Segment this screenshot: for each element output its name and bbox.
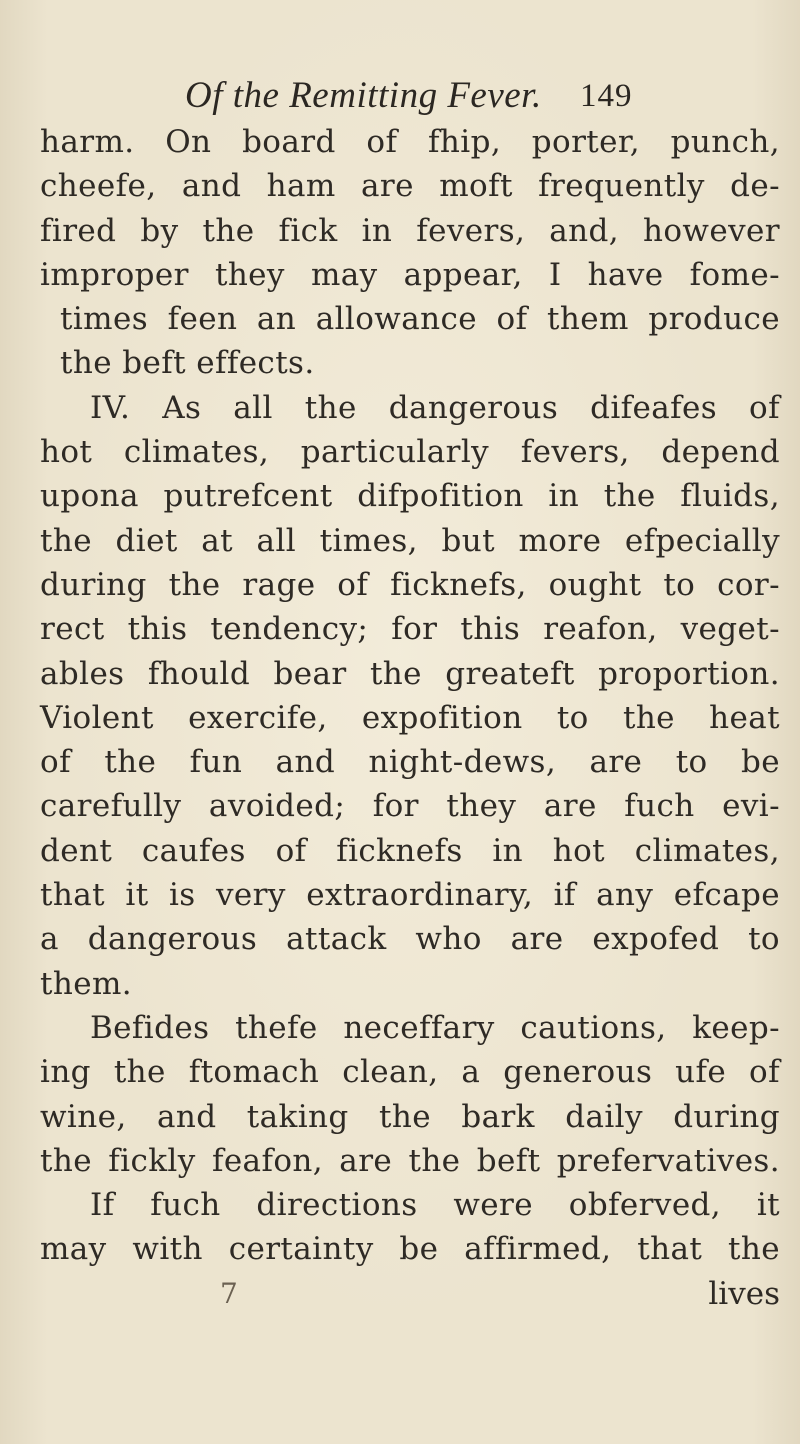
paragraph-start-line: If fuch directions were obferved, it [90, 1187, 780, 1224]
text-line: ables fhould bear the greateft proportion. [40, 655, 780, 692]
body-text [40, 120, 780, 1316]
text-line: may with certainty be affirmed, that the [40, 1231, 780, 1268]
text-line: of the fun and night-dews, are to be [40, 744, 780, 781]
text-line: during the rage of ficknefs, ought to cor- [40, 566, 780, 603]
text-line: the fickly feafon, are the beft prefervatives. [40, 1142, 780, 1179]
text-line: upona putrefcent difpofition in the fluids, [40, 478, 780, 515]
text-line: Violent exercife, expofition to the heat [40, 699, 780, 736]
text-line: wine, and taking the bark daily during [40, 1098, 780, 1135]
text-line: a dangerous attack who are expofed to [40, 921, 780, 958]
text-line: them. [40, 965, 133, 1002]
text-line: improper they may appear, I have fome- [40, 256, 780, 293]
text-line: ing the ftomach clean, a generous ufe of [40, 1054, 780, 1091]
page-number: 149 [580, 78, 633, 114]
text-line: harm. On board of fhip, porter, punch, [40, 124, 780, 160]
text-line: the diet at all times, but more efpecially [40, 522, 780, 559]
text-line: times feen an allowance of them produce [60, 301, 780, 338]
running-head: Of the Remitting Fever. [185, 75, 542, 116]
text-line: carefully avoided; for they are fuch evi- [40, 788, 780, 825]
text-line: rect this tendency; for this reafon, veget- [40, 611, 780, 648]
text-line: dent caufes of ficknefs in hot climates, [40, 832, 780, 869]
text-line: fired by the fick in fevers, and, however [40, 212, 780, 249]
text-line: hot climates, particularly fevers, depend [40, 434, 780, 471]
catchword: lives [708, 1275, 780, 1312]
paragraph-start-line: Befides thefe neceffary cautions, keep- [90, 1009, 780, 1046]
text-line: the beft effects. [60, 345, 315, 382]
text-line: cheefe, and ham are moft frequently de- [40, 168, 780, 205]
paragraph-start-line: IV. As all the dangerous difeafes of [90, 389, 780, 426]
text-line: that it is very extraordinary, if any efcape [40, 877, 780, 914]
signature-mark: 7 [220, 1276, 238, 1310]
page-footer [40, 1272, 780, 1316]
